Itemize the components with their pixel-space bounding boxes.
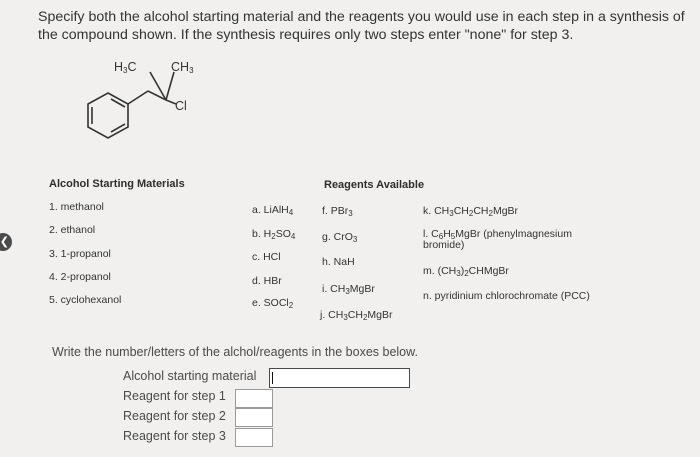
- chlorine-label: Cl: [175, 99, 187, 113]
- alcohol-item: 4. 2-propanol: [49, 271, 111, 283]
- reagent-item: f. PBr$_3$: [322, 205, 353, 218]
- molecule-structure-drawing: [80, 58, 230, 168]
- reagent-step3-input[interactable]: [235, 428, 273, 447]
- target-molecule: [80, 58, 230, 168]
- question-text: Specify both the alcohol starting material and the reagents you would use in each step in a synthesis of the compound shown. If the synthesis requires only two steps enter "none" for step 3.: [38, 9, 685, 43]
- alcohol-item: 2. ethanol: [49, 224, 96, 236]
- step3-label: Reagent for step 3: [123, 429, 226, 443]
- reagent-item: j. $CH_3CH_2MgBr$: [320, 309, 393, 322]
- reagent-item: g. CrO$_3$: [322, 231, 358, 244]
- reagent-step2-input[interactable]: [235, 408, 273, 427]
- alcohol-starting-material-input[interactable]: [269, 368, 410, 388]
- text-cursor: [272, 372, 273, 384]
- methyl-label-left: $H_3C$: [114, 60, 137, 75]
- reagent-item: d. HBr: [252, 275, 282, 287]
- reagents-header: Reagents Available: [324, 179, 425, 191]
- reagent-item: c. HCl: [252, 251, 281, 263]
- methyl-label-right: $CH_3$: [171, 60, 194, 75]
- reagent-item: m. $(CH_3)_2CHMgBr$: [423, 265, 509, 278]
- alcohol-item: 3. 1-propanol: [49, 248, 111, 260]
- alcohol-starting-material-label: Alcohol starting material: [123, 369, 257, 383]
- reagent-item: e. SOCl$_2$: [252, 297, 294, 310]
- alcohols-header: Alcohol Starting Materials: [49, 178, 185, 190]
- step1-label: Reagent for step 1: [123, 389, 226, 403]
- reagent-item: i. $CH_3MgBr$: [322, 283, 375, 296]
- step2-label: Reagent for step 2: [123, 409, 226, 423]
- back-nav-button[interactable]: [0, 233, 12, 251]
- reagent-item: k. $CH_3CH_2CH_2MgBr$: [423, 205, 519, 218]
- alcohol-item: 1. methanol: [49, 201, 104, 213]
- reagent-item: a. LiAlH$_4$: [252, 204, 294, 217]
- reagent-step1-input[interactable]: [235, 389, 273, 408]
- reagent-item: n. pyridinium chlorochromate (PCC): [423, 290, 590, 302]
- reagent-item: b. $H_2SO_4$: [252, 228, 296, 241]
- answer-instruction: Write the number/letters of the alchol/reagents in the boxes below.: [52, 345, 418, 359]
- chevron-left-icon: ❮: [0, 236, 9, 248]
- reagent-item: h. NaH: [322, 256, 355, 268]
- alcohol-item: 5. cyclohexanol: [49, 294, 122, 306]
- reagent-item: l. $C_6H_5MgBr$ (phenylmagnesium bromide): [423, 228, 572, 251]
